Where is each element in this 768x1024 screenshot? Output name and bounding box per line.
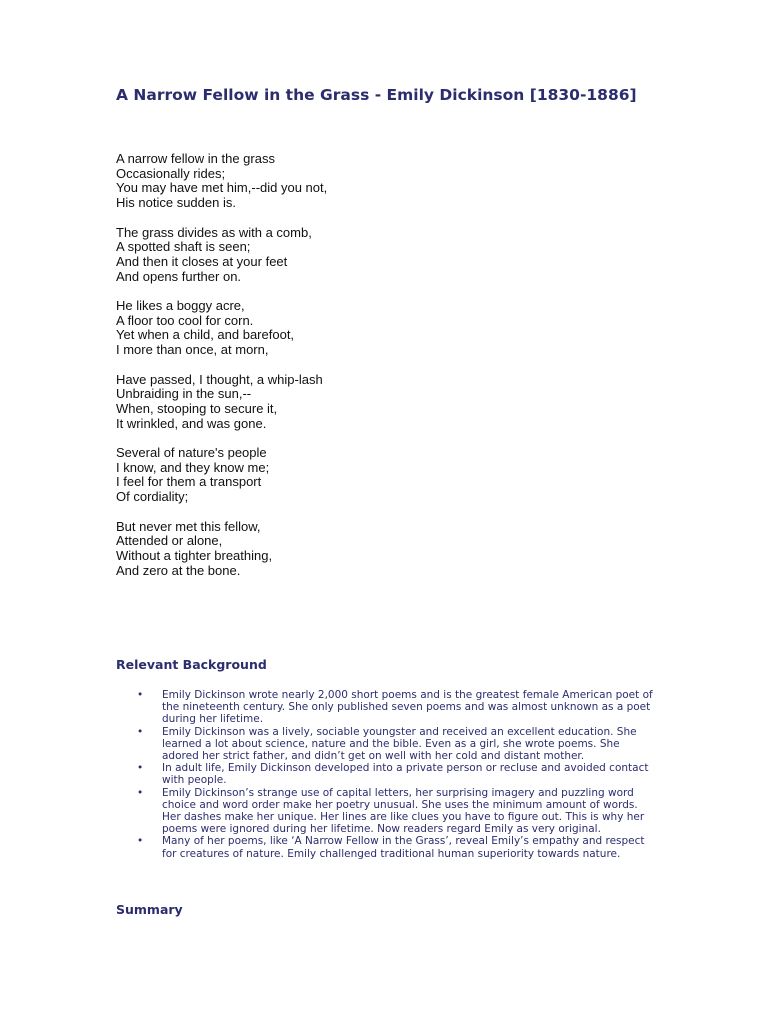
page-title: A Narrow Fellow in the Grass - Emily Dickinson [1830-1886] — [116, 86, 637, 104]
poem-line: I more than once, at morn, — [116, 342, 269, 358]
bullet-icon: • — [137, 689, 144, 701]
poem-line: But never met this fellow, — [116, 518, 261, 534]
list-item — [137, 787, 657, 836]
bullet-icon: • — [137, 725, 144, 738]
list-item-text: Emily Dickinson was a lively, sociable youngster and received an excellent education. She learned a lot about science, nature and the bible. Even as a girl, she wrote poems. She adored her strict father, and didn’t get on well with her cold and distant mother. — [162, 725, 637, 763]
poem-stanza — [116, 152, 327, 211]
bullet-icon: • — [137, 786, 144, 799]
bullet-icon: • — [137, 762, 144, 775]
poem-line: You may have met him,--did you not, — [116, 180, 328, 196]
poem-line: A spotted shaft is seen; — [116, 239, 251, 255]
background-heading: Relevant Background — [116, 657, 267, 672]
poem-line: His notice sudden is. — [116, 195, 236, 211]
bullet-icon: • — [137, 835, 144, 848]
poem-line: When, stooping to secure it, — [116, 400, 278, 416]
poem-stanza — [116, 446, 327, 505]
background-list — [137, 689, 657, 860]
poem-line: He likes a boggy acre, — [116, 298, 245, 313]
list-item-text: Emily Dickinson wrote nearly 2,000 short poems and is the greatest female American poet of the nineteenth century. She only published seven poems and was almost unknown as a poet during her lifetime. — [162, 689, 653, 726]
poem-line: The grass divides as with a comb, — [116, 224, 312, 240]
list-item-text: In adult life, Emily Dickinson developed into a private person or recluse and avoided contact with people. — [162, 762, 649, 787]
poem-line: Yet when a child, and barefoot, — [116, 327, 295, 343]
poem-line: I know, and they know me; — [116, 459, 270, 475]
poem-line: It wrinkled, and was gone. — [116, 415, 267, 431]
list-item — [137, 726, 657, 763]
poem-line: A floor too cool for corn. — [116, 312, 254, 328]
poem-stanza — [116, 520, 327, 579]
poem-line: Of cordiality; — [116, 489, 189, 505]
poem-line: And opens further on. — [116, 268, 242, 284]
poem-line: And then it closes at your feet — [116, 253, 288, 269]
poem-stanza — [116, 299, 327, 358]
list-item — [137, 762, 657, 786]
poem-stanza — [116, 226, 327, 285]
poem-line: Occasionally rides; — [116, 165, 226, 181]
list-item-text: Many of her poems, like ‘A Narrow Fellow in the Grass’, reveal Emily’s empathy and respect for creatures of nature. Emily challenged traditional human superiority towards nature. — [162, 835, 645, 860]
poem-line: Several of nature's people — [116, 445, 267, 460]
list-item — [137, 689, 657, 726]
poem-stanza — [116, 373, 327, 432]
poem-line: I feel for them a transport — [116, 474, 262, 490]
poem-line: A narrow fellow in the grass — [116, 151, 275, 166]
poem-line: Without a tighter breathing, — [116, 547, 273, 563]
poem — [116, 152, 327, 593]
poem-line: Attended or alone, — [116, 533, 223, 549]
list-item-text: Emily Dickinson’s strange use of capital letters, her surprising imagery and puzzling word choice and word order make her poetry unusual. She uses the minimum amount of words. Her dashes make her unique. Her lines are like clues you have to figure out. This is why her poems were ignored during her lifetime. Now readers regard Emily as very original. — [162, 786, 645, 836]
list-item — [137, 835, 657, 859]
summary-heading: Summary — [116, 902, 183, 917]
poem-line: Have passed, I thought, a whip-lash — [116, 371, 323, 387]
poem-line: Unbraiding in the sun,-- — [116, 386, 252, 402]
poem-line: And zero at the bone. — [116, 562, 241, 578]
